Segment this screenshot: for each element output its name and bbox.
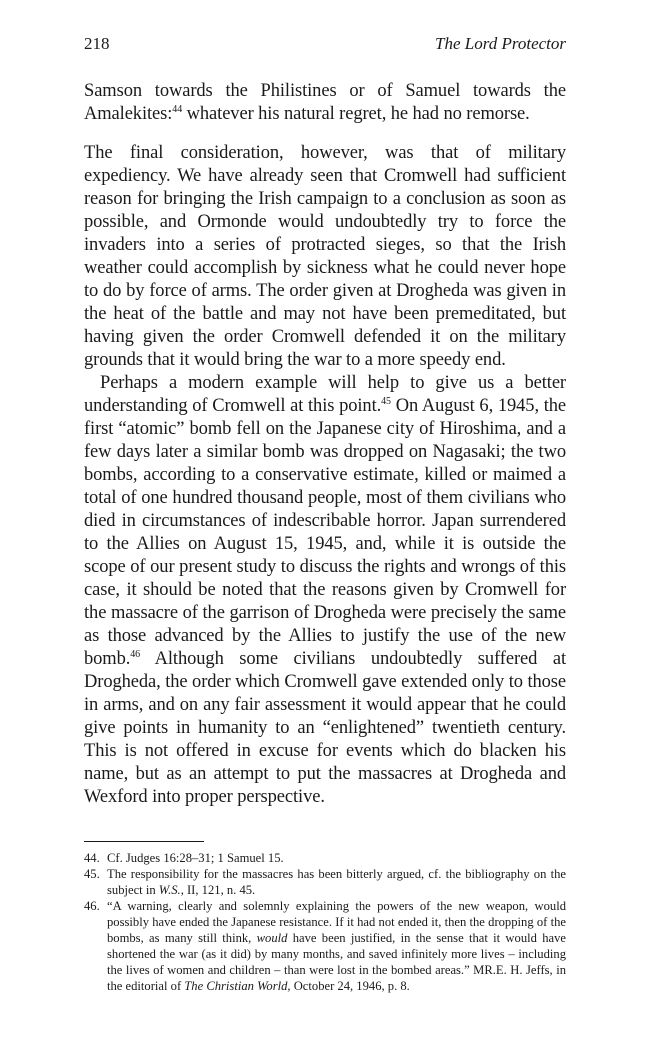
footnote-italic: The Christian World, [184, 979, 291, 993]
footnote-ref-45[interactable]: 45 [381, 395, 391, 407]
page-number: 218 [84, 34, 110, 53]
footnote-45 [84, 866, 566, 898]
footnote-44 [84, 850, 566, 866]
footnote-number: 44. [84, 851, 100, 865]
footnote-46 [84, 898, 566, 994]
footnote-text-part: have been justified, in the sense that it would have shortened the war (as it did) by many months, and saved infinitely more lives – including the lives of women and children – than were lost in the bombed areas.” MR.E. H. Jeffs, in the editorial of [107, 931, 566, 993]
footnote-italic: would [256, 931, 288, 945]
paragraph-1-end: whatever his natural regret, he had no remorse. [182, 104, 530, 124]
footnote-ref-46[interactable]: 46 [130, 648, 141, 660]
footnote-number: 45. [84, 867, 100, 881]
footnote-text-part: “A warning, clearly and solemnly explaining the powers of the new weapon, would possibly have ended the Japanese resistance. If it had not ended it, then the dropping of the bombs, as many still think, [107, 899, 566, 945]
book-page [84, 34, 566, 994]
footnote-italic: W.S., [158, 883, 184, 897]
footnote-divider [84, 841, 204, 842]
footnote-number: 46. [84, 899, 100, 913]
paragraph-3-text-a: Perhaps a modern example will help to give us a better understanding of Cromwell at this point. [84, 373, 566, 416]
paragraph-1-text: Samson towards the Philistines or of Samuel towards the Amalekites: [84, 81, 566, 124]
paragraph-2: The final consideration, however, was that of military expediency. We have already seen that Cromwell had sufficient reason for bringing the Irish campaign to a conclusion as soon as possible, and Ormonde would undoubtedly try to force the invaders into a series of protracted sieges, so that the Irish weather could accomplish by sickness what he could never hope to do by force of arms. The order given at Drogheda was given in the heat of the battle and may not have been premeditated, but having given the order Cromwell defended it on the military grounds that it would bring the war to a more speedy end. [84, 143, 566, 370]
footnote-text-part: The responsibility for the massacres has been bitterly argued, cf. the bibliography on the subject in [107, 867, 566, 897]
paragraph-1 [84, 80, 566, 126]
footnote-text [107, 866, 566, 898]
footnote-text-part: II, 121, n. 45. [183, 883, 256, 897]
paragraph-3 [84, 372, 566, 809]
footnote-text: Cf. Judges 16:28–31; 1 Samuel 15. [107, 851, 284, 865]
footnotes [84, 850, 566, 994]
footnote-text-part: October 24, 1946, p. 8. [290, 979, 410, 993]
body-text [84, 80, 566, 809]
footnote-ref-44[interactable]: 44 [172, 103, 183, 115]
running-header [84, 34, 566, 60]
footnote-text [107, 898, 566, 994]
running-title: The Lord Protector [435, 34, 566, 53]
paragraph-3-text-b: On August 6, 1945, the first “atomic” bomb fell on the Japanese city of Hiroshima, and a few days later a similar bomb was dropped on Nagasaki; the two bombs, according to a conservative estimate, killed or maimed a total of one hundred thousand people, most of them civilians who died in circumstances of indescribable horror. Japan surrendered to the Allies on August 15, 1945, and, while it is outside the scope of our present study to discuss the rights and wrongs of this case, it should be noted that the reasons given by Cromwell for the massacre of the garrison of Drogheda were precisely the same as those advanced by the Allies to justify the use of the new bomb. [84, 396, 567, 669]
paragraph-3-text-c: Although some civilians undoubtedly suffered at Drogheda, the order which Cromwell gave extended only to those in arms, and on any fair assessment it would appear that he could give points in humanity to an “enlightened” twentieth century. This is not offered in excuse for events which do blacken his name, but as an attempt to put the massacres at Drogheda and Wexford into proper perspective. [84, 649, 566, 807]
